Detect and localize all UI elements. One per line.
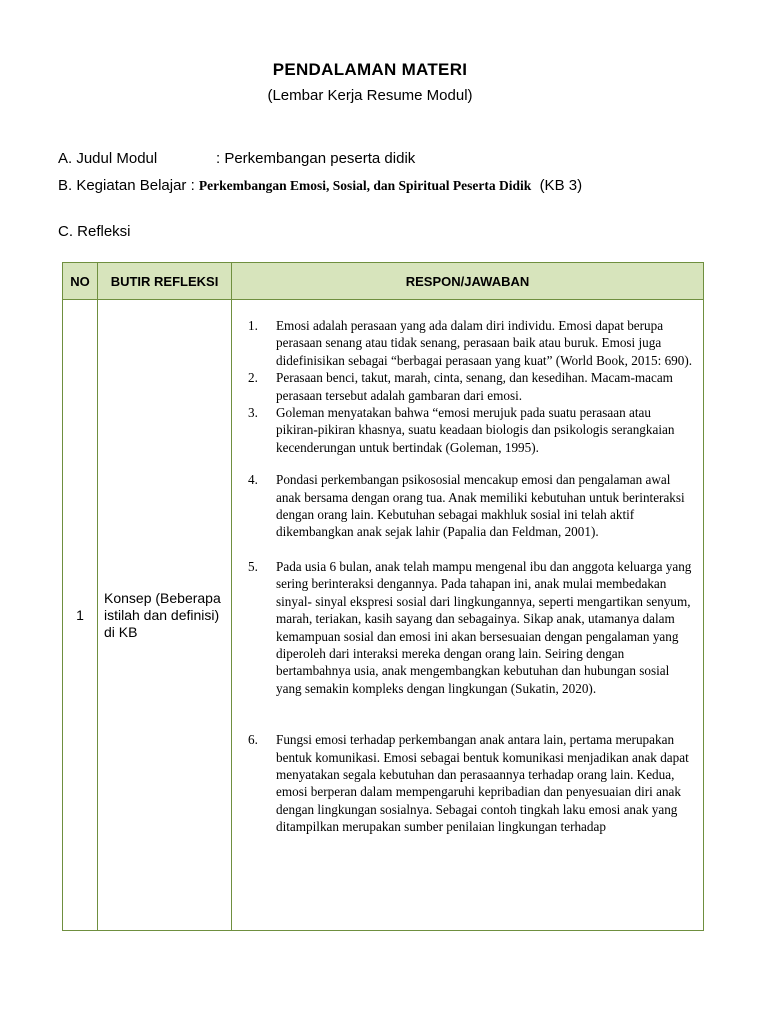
- row-number: 1: [63, 300, 98, 931]
- module-title-value: : Perkembangan peserta didik: [216, 150, 416, 167]
- header-respon-jawaban: RESPON/JAWABAN: [232, 263, 704, 300]
- table-row: [63, 300, 704, 931]
- list-item-text: Perasaan benci, takut, marah, cinta, senang, dan kesedihan. Macam-macam perasaan tersebut adalah gambaran dari emosi.: [276, 370, 673, 403]
- list-item-number: 6.: [248, 732, 258, 748]
- learning-activity-line: [58, 177, 582, 194]
- table-header-row: [63, 263, 704, 300]
- row-respon: [232, 300, 704, 931]
- learning-activity-suffix: (KB 3): [539, 177, 583, 194]
- list-item-number: 2.: [248, 370, 258, 386]
- row-butir: Konsep (Beberapa istilah dan definisi) di KB: [98, 300, 232, 931]
- list-item: [242, 558, 695, 697]
- list-item: [242, 317, 695, 369]
- reflection-heading: C. Refleksi: [58, 223, 131, 240]
- learning-activity-value: Perkembangan Emosi, Sosial, dan Spiritual Peserta Didik: [198, 178, 532, 193]
- module-title-label: A. Judul Modul: [58, 150, 158, 167]
- list-item: [242, 731, 695, 835]
- list-item-text: Fungsi emosi terhadap perkembangan anak antara lain, pertama merupakan bentuk komunikasi. Emosi sebagai bentuk komunikasi menjadikan anak dapat menyatakan segala kebutuhan dan perasaannya terhadap orang lain. Kedua, emosi berperan dalam mempengaruhi kepribadian dan penyesuaian diri anak dengan lingkungan sosialnya. Sebagai contoh tingkah laku emosi anak yang ditampilkan merupakan sumber penilaian lingkungan terhadap: [276, 732, 689, 835]
- list-item: [242, 471, 695, 541]
- list-item: [242, 369, 695, 404]
- list-item-text: Emosi adalah perasaan yang ada dalam diri individu. Emosi dapat berupa perasaan senang atau tidak senang, perasaan baik atau buruk. Emosi juga didefinisikan sebagai “berbagai perasaan yang kuat” (World Book, 2015: 690).: [276, 318, 693, 368]
- list-item-text: Pondasi perkembangan psikososial mencakup emosi dan pengalaman awal anak bersama dengan orang tua. Anak memiliki kebutuhan untuk berinteraksi dengan orang lain. Kebutuhan sebagai makhluk sosial ini telah aktif dikembangkan anak sejak lahir (Papalia dan Feldman, 2001).: [276, 472, 685, 540]
- learning-activity-label: B. Kegiatan Belajar :: [58, 177, 199, 194]
- page-title: PENDALAMAN MATERI: [272, 60, 468, 79]
- list-item-text: Pada usia 6 bulan, anak telah mampu mengenal ibu dan anggota keluarga yang sering berinteraksi dengannya. Pada tahapan ini, anak mulai membedakan sinyal- sinyal ekspresi sosial dari lingkungannya, seperti mengartikan senyum, marah, teriakan, kasih sayang dan sebagainya. Sikap anak, utamanya dalam kemampuan sosial dan emosi ini akan bersesuaian dengan pengalaman yang diperoleh dari interaksi mereka dengan orang lain. Seiring dengan bertambahnya usia, anak mengembangkan kebutuhan dan hubungan sosial yang semakin kompleks dengan lingkungan (Sukatin, 2020).: [276, 558, 692, 696]
- list-item-number: 3.: [248, 405, 258, 421]
- list-item-number: 4.: [248, 472, 258, 488]
- header-butir-refleksi: BUTIR REFLEKSI: [98, 263, 232, 300]
- page-subtitle: (Lembar Kerja Resume Modul): [267, 87, 473, 104]
- response-list: [232, 300, 703, 836]
- module-title-line: [58, 150, 415, 167]
- list-item: [242, 404, 695, 456]
- header-no: NO: [63, 263, 98, 300]
- list-item-number: 5.: [248, 558, 258, 574]
- list-item-number: 1.: [248, 318, 258, 333]
- reflection-table: [62, 262, 704, 931]
- list-item-text: Goleman menyatakan bahwa “emosi merujuk pada suatu perasaan atau pikiran-pikiran khasnya, suatu keadaan biologis dan psikologis serangkaian kecenderungan untuk bertindak (Goleman, 1995).: [276, 405, 675, 455]
